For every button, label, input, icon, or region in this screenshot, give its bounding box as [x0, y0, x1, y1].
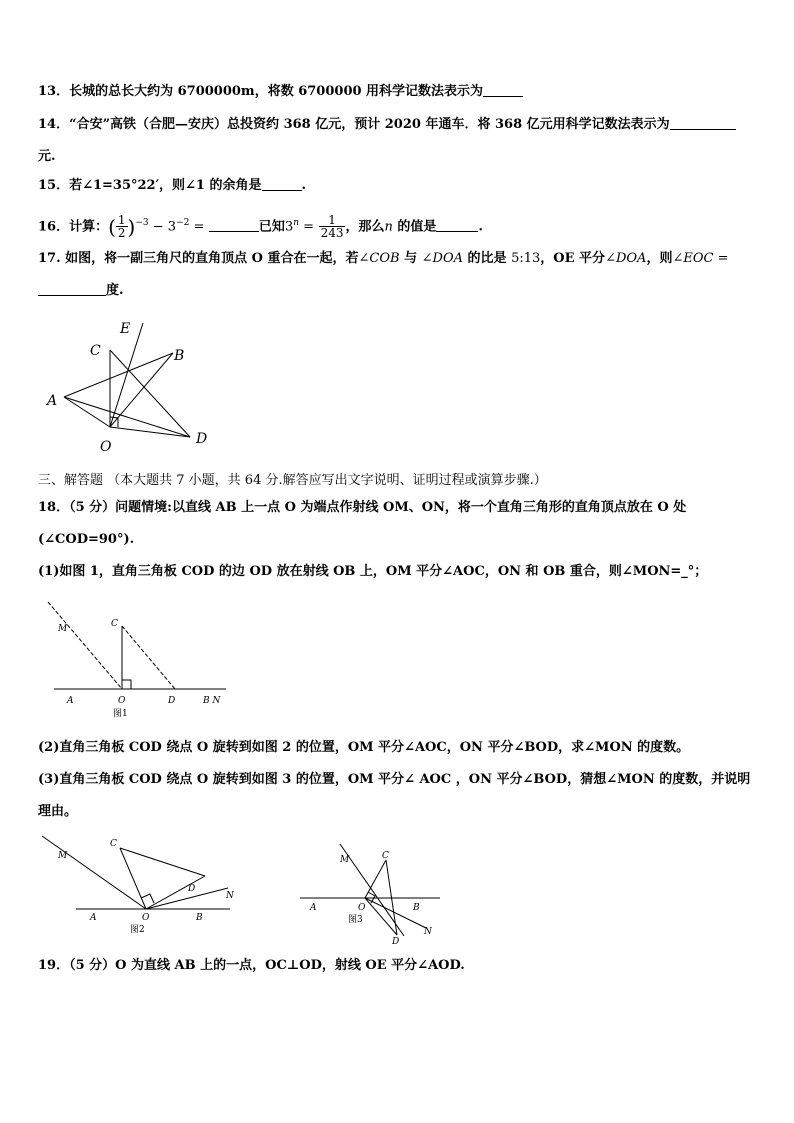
- svg-text:D: D: [188, 884, 196, 894]
- svg-text:N: N: [424, 927, 432, 937]
- label-D: D: [196, 431, 208, 447]
- question-15: 15．若∠1=35°22′，则∠1 的余角是 .: [38, 178, 307, 193]
- figure-3: [296, 840, 446, 950]
- svg-text:O: O: [358, 903, 366, 913]
- question-17-cont: 度.: [38, 281, 756, 301]
- figure-1: [40, 596, 240, 724]
- q13-text: 13．长城的总长大约为 6700000m，将数 6700000 用科学记数法表示为: [38, 84, 484, 99]
- svg-text:M: M: [340, 855, 350, 865]
- svg-text:A: A: [67, 696, 74, 706]
- answer-blank: [38, 282, 106, 296]
- svg-text:M: M: [58, 624, 68, 634]
- svg-text:D: D: [168, 696, 176, 706]
- svg-text:C: C: [111, 619, 118, 629]
- svg-text:B: B: [196, 913, 203, 923]
- figure-2: [40, 828, 250, 940]
- svg-text:B N: B N: [203, 696, 221, 706]
- label-O: O: [100, 439, 112, 455]
- question-13: [38, 82, 756, 102]
- svg-text:M: M: [58, 851, 68, 861]
- q17-figure: [40, 315, 230, 455]
- section-3-title: 三、解答题 （本大题共 7 小题，共 64 分.解答应写出文字说明、证明过程或演算步骤.）: [38, 473, 547, 488]
- label-A: A: [47, 393, 58, 409]
- question-19: 19．（5 分）O 为直线 AB 上的一点，OC⊥OD，射线 OE 平分∠AOD.: [38, 958, 465, 973]
- q14-cont: 元.: [38, 149, 56, 164]
- fraction-half: $\frac{1}{2}$: [117, 213, 126, 241]
- label-E: E: [120, 321, 131, 337]
- svg-text:A: A: [310, 903, 317, 913]
- svg-text:A: A: [90, 913, 97, 923]
- question-16: 16．计算：( $\frac{1}{2}$ )$^{-3} - 3^{-2}$ = 已知$3^n$ = $\frac{1}{243}$ ，那么n 的值是 .: [38, 213, 483, 241]
- q14-text: 14．“合安”高铁（合肥—安庆）总投资约 368 亿元，预计 2020 年通车．将 368 亿元用科学记数法表示为: [38, 117, 670, 132]
- svg-text:B: B: [413, 903, 420, 913]
- svg-text:N: N: [226, 891, 234, 901]
- answer-blank-1: [209, 218, 259, 232]
- label-B: B: [174, 348, 185, 364]
- question-18-part2: (2)直角三角板 COD 绕点 O 旋转到如图 2 的位置，OM 平分∠AOC，ON 平分∠BOD，求∠MON 的度数。: [38, 740, 690, 755]
- q16-mid: 已知: [258, 219, 285, 235]
- q15-text: 15．若∠1=35°22′，则∠1 的余角是: [38, 178, 262, 193]
- question-18-part1: (1)如图 1，直角三角板 COD 的边 OD 放在射线 OB 上，OM 平分∠AOC，ON 和 OB 重合，则∠MON=_°；: [38, 564, 708, 579]
- svg-text:图1: 图1: [113, 709, 128, 719]
- svg-text:O: O: [118, 696, 126, 706]
- question-18: 18．（5 分）问题情境:以直线 AB 上一点 O 为端点作射线 OM、ON，将一个直角三角形的直角顶点放在 O 处: [38, 500, 687, 515]
- svg-text:O: O: [142, 913, 150, 923]
- svg-text:图2: 图2: [130, 925, 145, 935]
- question-18-part3-cont: 理由。: [38, 804, 78, 819]
- svg-text:图3: 图3: [348, 915, 363, 925]
- question-18-part3: (3)直角三角板 COD 绕点 O 旋转到如图 3 的位置，OM 平分∠ AOC ，ON 平分∠BOD，猜想∠MON 的度数，并说明: [38, 772, 751, 787]
- answer-blank: [483, 83, 523, 97]
- fraction-1-243: $\frac{1}{243}$: [320, 213, 344, 241]
- answer-blank-2: [436, 218, 478, 232]
- question-14: [38, 115, 756, 135]
- svg-text:D: D: [392, 937, 400, 947]
- q16-prefix: 16．计算：: [38, 219, 109, 235]
- answer-blank: [262, 177, 302, 191]
- question-17: 17. 如图，将一副三角尺的直角顶点 O 重合在一起，若∠COB 与 ∠DOA 的比是 5:13，OE 平分∠DOA，则∠EOC =: [38, 251, 729, 266]
- svg-text:C: C: [382, 851, 389, 861]
- answer-blank: [670, 116, 736, 130]
- question-14-cont: [38, 147, 756, 167]
- svg-text:C: C: [110, 839, 117, 849]
- question-18-line2: (∠COD=90°).: [38, 532, 135, 547]
- label-C: C: [90, 343, 101, 359]
